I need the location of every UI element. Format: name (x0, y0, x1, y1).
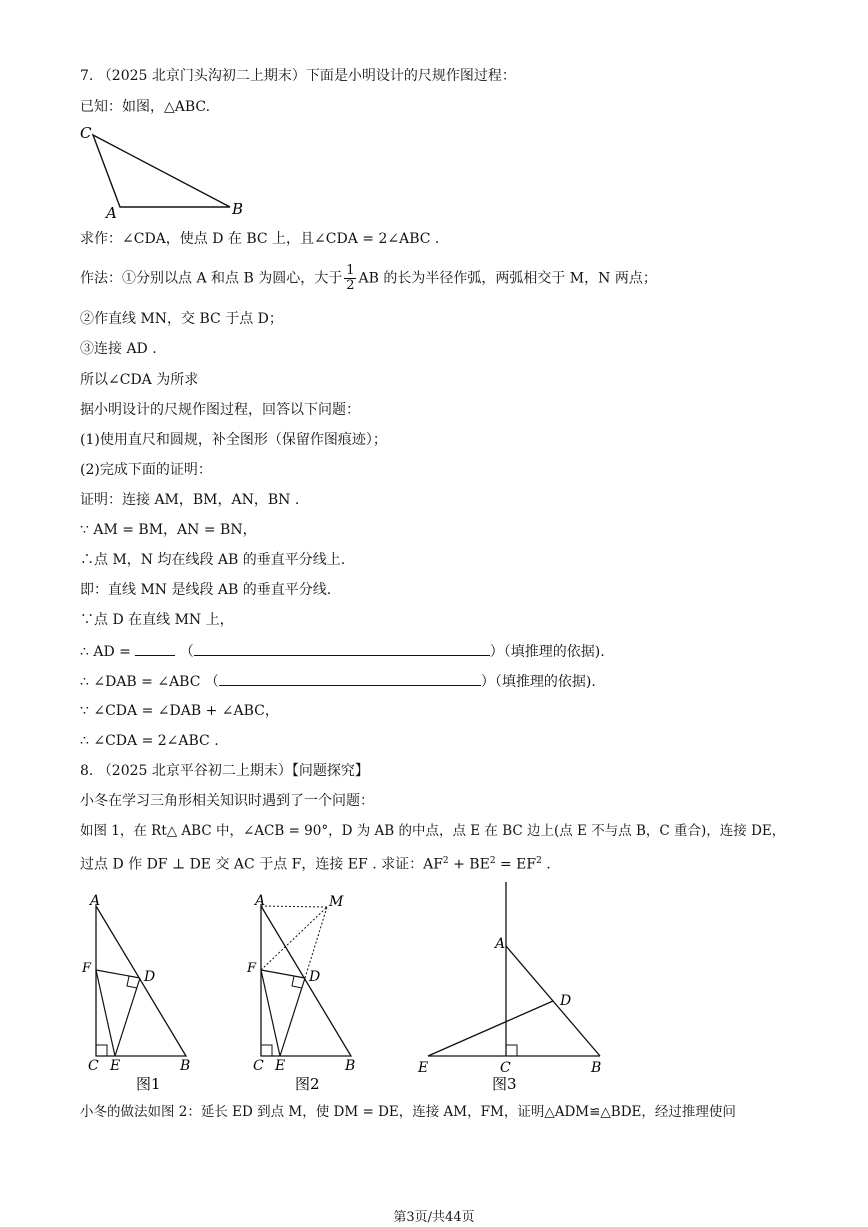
triangle-abc-figure (76, 122, 256, 222)
figure-3 (410, 880, 620, 1095)
q7-proof-6 (80, 641, 605, 662)
fig1-segment-fd (96, 970, 140, 978)
q7-known: 已知：如图，△ABC. (80, 99, 211, 115)
q7-step2: ②作直线 MN，交 BC 于点 D； (80, 311, 283, 327)
label-c: C (80, 124, 92, 142)
q7-proof-9: ∴ ∠CDA = 2∠ABC . (80, 733, 219, 749)
fig2-right-angle-c (261, 1045, 272, 1056)
q7-prompt: 据小明设计的尺规作图过程，回答以下问题： (80, 402, 360, 418)
fraction-one-half (344, 264, 356, 293)
q7-title: 7. （2025 北京门头沟初二上期末）下面是小明设计的尺规作图过程： (80, 68, 516, 84)
fig1-label-a: A (90, 893, 101, 909)
fig2-label-e: E (275, 1058, 286, 1074)
fig2-label-b: B (345, 1058, 356, 1074)
q7-proof-4: 即：直线 MN 是线段 AB 的垂直平分线. (80, 582, 332, 598)
q8-title: 8. （2025 北京平谷初二上期末）【问题探究】 (80, 763, 369, 779)
fig1-label-d: D (144, 969, 156, 985)
reason-blank-2[interactable] (219, 671, 481, 686)
q7-task: 求作：∠CDA，使点 D 在 BC 上，且∠CDA = 2∠ABC . (80, 231, 440, 247)
page-footer: 第3页/共44页 (393, 1210, 475, 1225)
q7-part2: (2)完成下面的证明： (80, 462, 212, 478)
fig2-segment-fe (261, 970, 280, 1056)
fig3-label-e: E (418, 1060, 429, 1076)
reason-blank-1[interactable] (194, 641, 490, 656)
square-2: 2 (489, 856, 496, 866)
fig1-right-angle-c (96, 1045, 107, 1056)
label-a: A (106, 204, 117, 222)
fraction-denominator: 2 (346, 278, 355, 293)
fig2-caption: 图2 (295, 1075, 320, 1093)
fig1-segment-de (115, 978, 140, 1056)
fig1-label-b: B (180, 1058, 191, 1074)
q8-method: 小冬的做法如图 2：延长 ED 到点 M，使 DM = DE，连接 AM，FM，证明△ADM≌△BDE，经过推理使问 (80, 1104, 736, 1120)
fig1-label-e: E (110, 1058, 121, 1074)
fig1-label-f: F (82, 961, 92, 976)
square-1: 2 (442, 856, 449, 866)
fraction-numerator: 1 (346, 263, 355, 278)
q7-proof-6-open: （ (179, 644, 194, 660)
label-b: B (232, 200, 244, 218)
q7-proof-5: ∵点 D 在直线 MN 上， (80, 612, 234, 628)
q7-proof-1: 证明：连接 AM，BM，AN，BN . (80, 492, 300, 508)
q7-result: 所以∠CDA 为所求 (80, 372, 199, 388)
fig2-segment-am (261, 906, 327, 907)
q7-proof-3: ∴点 M，N 均在线段 AB 的垂直平分线上. (80, 552, 346, 568)
fig1-caption: 图1 (136, 1075, 161, 1093)
answer-blank-ad[interactable] (135, 641, 175, 656)
fig2-label-d: D (309, 969, 321, 985)
fig3-label-d: D (560, 993, 572, 1009)
fig3-label-b: B (591, 1060, 602, 1076)
figure-1 (80, 890, 210, 1095)
fig2-segment-fd (261, 970, 305, 978)
q7-part1: (1)使用直尺和圆规，补全图形（保留作图痕迹）； (80, 432, 387, 448)
q7-proof-7 (80, 671, 596, 692)
q7-step1-end: AB 的长为半径作弧，两弧相交于 M，N 两点； (358, 270, 657, 287)
q7-step3: ③连接 AD . (80, 341, 157, 357)
fig3-segment-ed (428, 1001, 553, 1056)
fig3-right-angle-c (506, 1045, 517, 1056)
triangle-abc (93, 135, 230, 207)
fig1-right-angle-d (127, 976, 137, 988)
square-3: 2 (536, 856, 542, 866)
q7-proof-6-start: ∴ AD = (80, 644, 131, 660)
fig2-label-a: A (255, 893, 266, 909)
fig3-label-c: C (500, 1060, 511, 1076)
q8-body-2-mid: + BE (453, 856, 490, 873)
q7-proof-8: ∵ ∠CDA = ∠DAB + ∠ABC， (80, 703, 279, 719)
fig1-label-c: C (88, 1058, 99, 1074)
fig2-right-angle-d (292, 976, 302, 988)
fig2-segment-de (280, 978, 305, 1056)
q8-body-2-end: = EF (500, 856, 537, 873)
q8-body-2: 过点 D 作 DF ⊥ DE 交 AC 于点 F，连接 EF . 求证：$AF^2 + BE^2 = EF^2$ . (80, 856, 551, 873)
q7-proof-6-end: ）（填推理的依据). (489, 644, 605, 660)
q7-step1-start: 作法：①分别以点 A 和点 B 为圆心，大于 (80, 270, 343, 287)
q7-step1 (80, 264, 657, 293)
fig1-segment-fe (96, 970, 115, 1056)
figure-2 (245, 890, 375, 1095)
fig2-label-c: C (253, 1058, 264, 1074)
q8-intro: 小冬在学习三角形相关知识时遇到了一个问题： (80, 793, 374, 809)
q8-body-1: 如图 1，在 Rt△ ABC 中，∠ACB = 90°，D 为 AB 的中点，点 E 在 BC 边上(点 E 不与点 B，C 重合)，连接 DE， (80, 823, 786, 839)
q7-proof-2: ∵ AM = BM，AN = BN， (80, 522, 257, 538)
fig2-segment-dm (305, 907, 327, 978)
fig3-caption: 图3 (492, 1075, 517, 1093)
q7-proof-7-end: ）（填推理的依据). (480, 674, 596, 690)
q8-body-2-start: 过点 D 作 DF ⊥ DE 交 AC 于点 F，连接 EF . 求证：AF (80, 856, 443, 873)
fig2-label-f: F (247, 961, 257, 976)
fig2-label-m: M (329, 894, 344, 910)
fig3-label-a: A (495, 936, 506, 952)
q7-proof-7-start: ∴ ∠DAB = ∠ABC （ (80, 674, 219, 690)
